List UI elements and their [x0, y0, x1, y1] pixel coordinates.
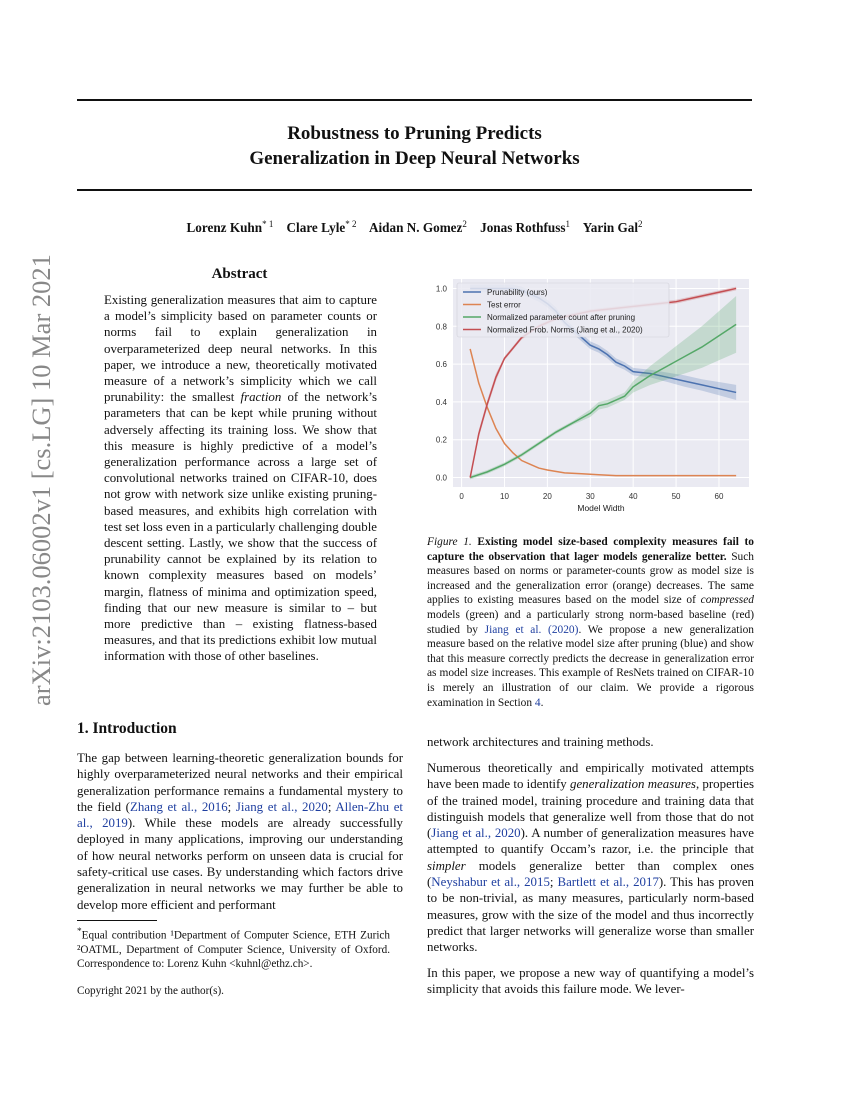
author-name: Yarin Gal	[582, 220, 639, 235]
abstract-body	[104, 292, 377, 665]
abstract-text: Existing generalization measures that aim to capture a model’s simplicity based on parameter counts or norms fail to explain generalization in overparameterized deep neural networks. In this paper, we introduce a new, theoretically motivated measure of a network’s simplicity which we call prunability: the smallest	[104, 293, 377, 405]
caption-text: models (green) and a particularly strong norm-based baseline (red) studied by	[427, 608, 754, 636]
paragraph-text: , properties of the trained model, training procedure and training data that distinguish models that generalize well from those that do not (	[427, 777, 754, 841]
paragraph-text: ). While these models are already successfully deployed in many applications, improving our understanding of how neural networks perform on unseen data is crucial for safety-critical use cases. By understanding which factors drive generalization in neural networks we may further be able to develop more efficient and performant	[77, 816, 403, 912]
legend-label: Normalized Frob. Norms (Jiang et al., 2020)	[487, 325, 643, 335]
citation-link[interactable]: Zhang et al., 2016	[129, 799, 228, 814]
author-name: Aidan N. Gomez	[368, 220, 463, 235]
author-name: Lorenz Kuhn	[186, 220, 263, 235]
citation-link[interactable]: Jiang et al., 2020	[235, 799, 328, 814]
caption-text: .	[540, 696, 544, 709]
citation-link[interactable]: Allen-Zhu et al., 2019	[77, 799, 403, 831]
abstract-heading: Abstract	[211, 266, 268, 282]
y-tick-label: 0.2	[435, 435, 447, 445]
paragraph-text: ). A number of generalization measures have attempted to quantify Occam’s razor, i.e. the principle that	[427, 826, 754, 857]
author-affiliation: * 2	[345, 219, 357, 229]
paragraph-text: ;	[227, 799, 236, 814]
footnote-text: Equal contribution ¹Department of Computer Science, ETH Zurich ²OATML, Department of Computer Science, University of Oxford. Correspondence to: Lorenz Kuhn <kuhnl@ethz.ch>.	[77, 929, 390, 970]
author-list	[77, 219, 752, 236]
x-tick-label: 0	[459, 492, 464, 501]
legend-label: Test error	[487, 300, 521, 310]
x-tick-label: 60	[714, 492, 724, 501]
footnote	[77, 925, 390, 971]
abstract-text: of the network’s parameters that can be kept while pruning without adversely affecting its training loss. We show that this measure is highly predictive of a model’s generalization performance across a large set of convolutional networks trained on CIFAR-10, does not grow with network size unlike existing pruning-based measures, and exhibits high correlation with test set loss even in a particularly challenging double descent setting. Lastly, we show that the success of prunability cannot be explained by its relation to known complexity measures based on models’ margin, flatness of minima and optimization speed, finding that our new measure is similar to – but more predictive than – existing flatness-based measures, and that its predictions exhibit low mutual information with those of other baselines.	[104, 390, 378, 664]
legend-label: Prunability (ours)	[487, 288, 548, 297]
section-heading-introduction: 1. Introduction	[77, 720, 177, 737]
abstract-emphasis: fraction	[240, 390, 282, 405]
legend-label: Normalized parameter count after pruning	[487, 313, 636, 322]
x-tick-label: 50	[671, 492, 681, 501]
figure-1-caption	[427, 535, 754, 710]
title-line-1: Robustness to Pruning Predicts	[287, 123, 542, 144]
paragraph-text: ;	[327, 799, 336, 814]
bottom-rule	[77, 189, 752, 191]
y-tick-label: 1.0	[435, 284, 447, 294]
caption-emphasis: compressed	[700, 594, 754, 607]
intro-paragraph-2	[427, 760, 754, 956]
author-affiliation: 1	[565, 219, 570, 229]
figure-1-chart	[420, 273, 755, 520]
author-name: Clare Lyle	[286, 220, 346, 235]
paper-title	[77, 121, 752, 171]
paragraph-text: models generalize better than complex ones (	[427, 858, 754, 890]
arxiv-identifier: arXiv:2103.06002v1 [cs.LG] 10 Mar 2021	[26, 254, 56, 706]
paragraph-text: ). This has proven to be non-trivial, as many measures, particularly norm-based measures, grow with the size of the model and thus incorrectly predict that larger networks will generalize worse than smaller networks.	[427, 875, 754, 955]
y-tick-label: 0.0	[435, 473, 447, 483]
top-rule	[77, 99, 752, 101]
caption-bold: Existing model size-based complexity measures fail to capture the observation that lager models generalize better.	[427, 536, 754, 563]
citation-link[interactable]: Jiang et al., 2020	[431, 826, 521, 841]
paragraph-text: Numerous theoretically and empirically motivated attempts have been made to identify	[427, 761, 754, 792]
citation-link[interactable]: Jiang et al. (2020)	[484, 623, 579, 636]
x-tick-label: 30	[585, 492, 595, 501]
citation-link[interactable]: Neyshabur et al., 2015	[431, 875, 550, 890]
caption-label: Figure 1.	[427, 536, 472, 548]
intro-paragraph-1-continued: network architectures and training methods.	[427, 735, 654, 749]
paragraph-text: The gap between learning-theoretic generalization bounds for highly overparameterized neural networks and their empirical generalization performance remains a fundamental mystery to the field (	[77, 751, 403, 814]
citation-link[interactable]: Bartlett et al., 2017	[557, 875, 659, 890]
paragraph-text: ;	[549, 875, 558, 890]
author-name: Jonas Rothfuss	[480, 220, 566, 235]
x-tick-label: 40	[628, 492, 638, 501]
author-affiliation: 2	[462, 219, 467, 229]
author-affiliation: 2	[638, 219, 643, 229]
title-line-2: Generalization in Deep Neural Networks	[249, 148, 580, 169]
y-tick-label: 0.8	[435, 322, 447, 332]
caption-text: Such measures based on norms or parameter-counts grow as model size is increased and the generalization error (orange) decreases. The same applies to existing measures based on the model size of	[427, 550, 754, 607]
footnote-rule	[77, 920, 157, 921]
x-axis-label: Model Width	[577, 503, 625, 513]
footnote-mark: *	[77, 927, 82, 937]
copyright-notice: Copyright 2021 by the author(s).	[77, 985, 224, 997]
paragraph-emphasis: simpler	[427, 858, 466, 873]
caption-text: . We propose a new generalization measure based on the relative model size after pruning (blue) and show that this measure correctly predicts the decrease in generalization error as model size increases. This example of ResNets trained on CIFAR-10 is merely an illustration of our claim. We provide a rigorous examination in Section	[427, 623, 754, 709]
author-affiliation: * 1	[262, 219, 274, 229]
x-tick-label: 20	[542, 492, 552, 501]
intro-paragraph-1	[77, 750, 403, 913]
x-tick-label: 10	[500, 492, 509, 501]
section-link[interactable]: 4	[534, 696, 541, 709]
y-tick-label: 0.4	[435, 397, 447, 407]
y-tick-label: 0.6	[435, 360, 447, 370]
intro-paragraph-3: In this paper, we propose a new way of quantifying a model’s simplicity that avoids this failure mode. We lever-	[427, 966, 754, 997]
paragraph-emphasis: generalization measures	[570, 777, 696, 792]
